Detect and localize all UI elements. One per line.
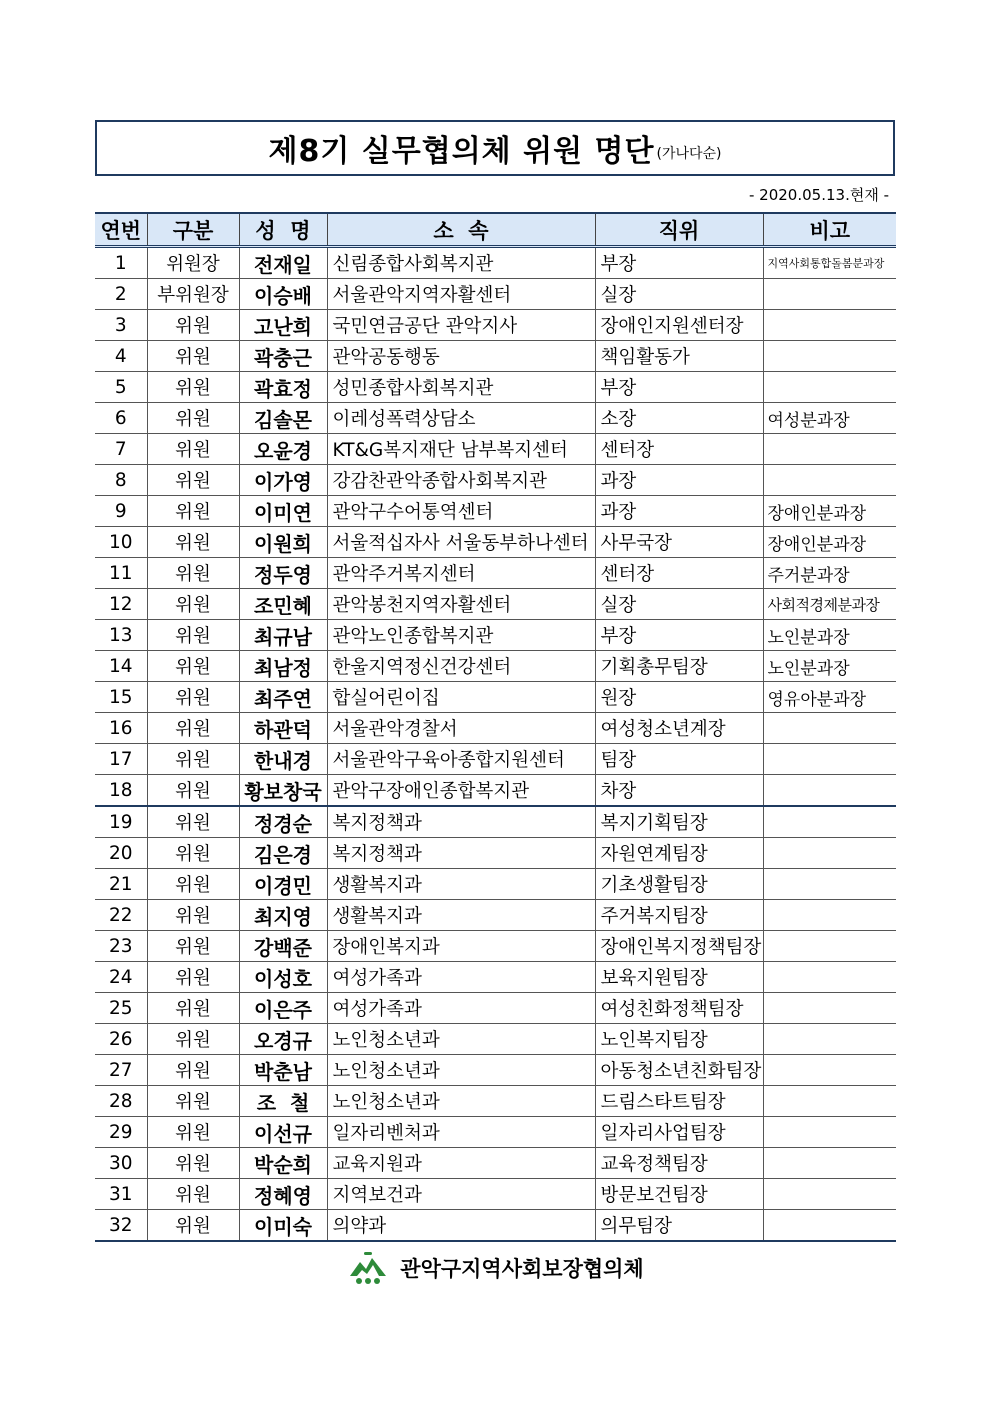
row-note: 장애인분과장 — [763, 527, 896, 558]
row-number: 30 — [95, 1148, 147, 1179]
row-position: 노인복지팀장 — [595, 1024, 763, 1055]
table-row — [95, 434, 896, 465]
row-note — [763, 434, 896, 465]
table-row — [95, 1024, 896, 1055]
table-row — [95, 1210, 896, 1242]
row-number: 1 — [95, 247, 147, 279]
row-number: 16 — [95, 713, 147, 744]
row-number: 4 — [95, 341, 147, 372]
row-number: 26 — [95, 1024, 147, 1055]
row-number: 2 — [95, 279, 147, 310]
row-number: 3 — [95, 310, 147, 341]
row-number: 23 — [95, 931, 147, 962]
row-position: 실장 — [595, 279, 763, 310]
row-affiliation: 노인청소년과 — [327, 1086, 595, 1117]
table-row — [95, 806, 896, 838]
table-row — [95, 962, 896, 993]
row-role: 위원 — [147, 869, 239, 900]
row-affiliation: 여성가족과 — [327, 993, 595, 1024]
row-position: 자원연계팀장 — [595, 838, 763, 869]
row-note — [763, 900, 896, 931]
table-row — [95, 838, 896, 869]
row-role: 위원 — [147, 341, 239, 372]
row-affiliation: 교육지원과 — [327, 1148, 595, 1179]
row-note — [763, 869, 896, 900]
table-row — [95, 620, 896, 651]
row-name: 조민혜 — [239, 589, 327, 620]
table-row — [95, 465, 896, 496]
row-number: 13 — [95, 620, 147, 651]
row-name: 김솔몬 — [239, 403, 327, 434]
row-position: 보육지원팀장 — [595, 962, 763, 993]
row-affiliation: KT&G복지재단 남부복지센터 — [327, 434, 595, 465]
row-note — [763, 962, 896, 993]
row-affiliation: 노인청소년과 — [327, 1055, 595, 1086]
row-number: 11 — [95, 558, 147, 589]
row-position: 팀장 — [595, 744, 763, 775]
row-affiliation: 이레성폭력상담소 — [327, 403, 595, 434]
row-name: 황보창국 — [239, 775, 327, 807]
row-number: 27 — [95, 1055, 147, 1086]
row-position: 기획총무팀장 — [595, 651, 763, 682]
row-name: 이성호 — [239, 962, 327, 993]
row-position: 과장 — [595, 496, 763, 527]
row-note — [763, 838, 896, 869]
row-affiliation: 생활복지과 — [327, 869, 595, 900]
table-row — [95, 496, 896, 527]
row-name: 최규남 — [239, 620, 327, 651]
row-note — [763, 1179, 896, 1210]
row-role: 부위원장 — [147, 279, 239, 310]
row-name: 박순희 — [239, 1148, 327, 1179]
row-affiliation: 관악구수어통역센터 — [327, 496, 595, 527]
row-affiliation: 한울지역정신건강센터 — [327, 651, 595, 682]
row-affiliation: 생활복지과 — [327, 900, 595, 931]
row-position: 아동청소년친화팀장 — [595, 1055, 763, 1086]
row-note — [763, 279, 896, 310]
row-note: 영유아분과장 — [763, 682, 896, 713]
table-row — [95, 372, 896, 403]
row-position: 부장 — [595, 620, 763, 651]
row-name: 한내경 — [239, 744, 327, 775]
row-name: 이가영 — [239, 465, 327, 496]
row-role: 위원 — [147, 838, 239, 869]
row-role: 위원 — [147, 931, 239, 962]
row-role: 위원 — [147, 434, 239, 465]
row-name: 조 철 — [239, 1086, 327, 1117]
table-row — [95, 558, 896, 589]
row-name: 고난희 — [239, 310, 327, 341]
row-note — [763, 1117, 896, 1148]
row-affiliation: 관악공동행동 — [327, 341, 595, 372]
table-row — [95, 527, 896, 558]
row-note — [763, 931, 896, 962]
row-number: 10 — [95, 527, 147, 558]
footer — [0, 1250, 992, 1286]
row-role: 위원 — [147, 310, 239, 341]
row-name: 이선규 — [239, 1117, 327, 1148]
row-name: 이은주 — [239, 993, 327, 1024]
header-affiliation: 소 속 — [327, 213, 595, 247]
row-affiliation: 복지정책과 — [327, 806, 595, 838]
header-role: 구분 — [147, 213, 239, 247]
row-position: 장애인지원센터장 — [595, 310, 763, 341]
row-note — [763, 1210, 896, 1242]
member-table — [95, 212, 896, 1242]
row-role: 위원 — [147, 651, 239, 682]
row-number: 9 — [95, 496, 147, 527]
row-position: 센터장 — [595, 434, 763, 465]
row-name: 정혜영 — [239, 1179, 327, 1210]
row-role: 위원 — [147, 558, 239, 589]
row-position: 책임활동가 — [595, 341, 763, 372]
row-name: 최지영 — [239, 900, 327, 931]
row-name: 전재일 — [239, 247, 327, 279]
row-note — [763, 806, 896, 838]
row-role: 위원 — [147, 1117, 239, 1148]
row-number: 32 — [95, 1210, 147, 1242]
row-name: 강백준 — [239, 931, 327, 962]
row-number: 17 — [95, 744, 147, 775]
row-note: 노인분과장 — [763, 620, 896, 651]
table-row — [95, 589, 896, 620]
row-note: 여성분과장 — [763, 403, 896, 434]
row-affiliation: 서울적십자사 서울동부하나센터 — [327, 527, 595, 558]
row-name: 정경순 — [239, 806, 327, 838]
row-role: 위원 — [147, 1210, 239, 1242]
row-number: 15 — [95, 682, 147, 713]
table-row — [95, 247, 896, 279]
row-note — [763, 1055, 896, 1086]
row-name: 박춘남 — [239, 1055, 327, 1086]
row-affiliation: 일자리벤처과 — [327, 1117, 595, 1148]
header-position: 직위 — [595, 213, 763, 247]
row-position: 실장 — [595, 589, 763, 620]
row-note — [763, 993, 896, 1024]
row-note — [763, 1086, 896, 1117]
row-name: 하관덕 — [239, 713, 327, 744]
row-affiliation: 서울관악구육아종합지원센터 — [327, 744, 595, 775]
row-affiliation: 노인청소년과 — [327, 1024, 595, 1055]
table-row — [95, 869, 896, 900]
row-number: 6 — [95, 403, 147, 434]
row-note — [763, 372, 896, 403]
row-role: 위원 — [147, 744, 239, 775]
row-position: 과장 — [595, 465, 763, 496]
row-role: 위원 — [147, 806, 239, 838]
row-number: 28 — [95, 1086, 147, 1117]
row-role: 위원 — [147, 1024, 239, 1055]
table-row — [95, 1148, 896, 1179]
row-note — [763, 744, 896, 775]
row-name: 최주연 — [239, 682, 327, 713]
row-position: 여성친화정책팀장 — [595, 993, 763, 1024]
row-affiliation: 복지정책과 — [327, 838, 595, 869]
row-role: 위원장 — [147, 247, 239, 279]
table-row — [95, 1055, 896, 1086]
council-logo-icon — [348, 1250, 388, 1286]
row-role: 위원 — [147, 775, 239, 807]
table-row — [95, 993, 896, 1024]
table-row — [95, 341, 896, 372]
row-note — [763, 341, 896, 372]
row-position: 부장 — [595, 247, 763, 279]
row-name: 정두영 — [239, 558, 327, 589]
row-number: 22 — [95, 900, 147, 931]
row-role: 위원 — [147, 372, 239, 403]
table-row — [95, 651, 896, 682]
row-position: 차장 — [595, 775, 763, 807]
row-name: 이승배 — [239, 279, 327, 310]
row-name: 이미숙 — [239, 1210, 327, 1242]
row-affiliation: 관악구장애인종합복지관 — [327, 775, 595, 807]
row-affiliation: 여성가족과 — [327, 962, 595, 993]
row-note: 지역사회통합돌봄분과장 — [763, 247, 896, 279]
row-note — [763, 310, 896, 341]
organization-name: 관악구지역사회보장협의체 — [400, 1257, 644, 1281]
table-row — [95, 279, 896, 310]
row-number: 14 — [95, 651, 147, 682]
row-number: 25 — [95, 993, 147, 1024]
row-number: 21 — [95, 869, 147, 900]
row-position: 소장 — [595, 403, 763, 434]
row-note — [763, 775, 896, 807]
table-row — [95, 931, 896, 962]
row-affiliation: 의약과 — [327, 1210, 595, 1242]
row-position: 부장 — [595, 372, 763, 403]
row-note: 노인분과장 — [763, 651, 896, 682]
header-no: 연번 — [95, 213, 147, 247]
row-role: 위원 — [147, 682, 239, 713]
row-affiliation: 신림종합사회복지관 — [327, 247, 595, 279]
row-affiliation: 서울관악경찰서 — [327, 713, 595, 744]
row-affiliation: 서울관악지역자활센터 — [327, 279, 595, 310]
row-number: 8 — [95, 465, 147, 496]
row-role: 위원 — [147, 1148, 239, 1179]
row-number: 5 — [95, 372, 147, 403]
table-row — [95, 1086, 896, 1117]
row-note — [763, 1024, 896, 1055]
row-role: 위원 — [147, 962, 239, 993]
table-row — [95, 403, 896, 434]
row-role: 위원 — [147, 713, 239, 744]
row-affiliation: 관악노인종합복지관 — [327, 620, 595, 651]
row-number: 12 — [95, 589, 147, 620]
table-row — [95, 682, 896, 713]
row-position: 여성청소년계장 — [595, 713, 763, 744]
row-name: 이원희 — [239, 527, 327, 558]
row-affiliation: 성민종합사회복지관 — [327, 372, 595, 403]
row-position: 센터장 — [595, 558, 763, 589]
header-name: 성 명 — [239, 213, 327, 247]
row-position: 복지기획팀장 — [595, 806, 763, 838]
row-note: 장애인분과장 — [763, 496, 896, 527]
title-main: 제8기 실무협의체 위원 명단 — [268, 134, 655, 169]
row-position: 원장 — [595, 682, 763, 713]
row-note: 주거분과장 — [763, 558, 896, 589]
row-affiliation: 강감찬관악종합사회복지관 — [327, 465, 595, 496]
row-name: 오윤경 — [239, 434, 327, 465]
row-role: 위원 — [147, 465, 239, 496]
row-affiliation: 지역보건과 — [327, 1179, 595, 1210]
row-role: 위원 — [147, 1055, 239, 1086]
row-name: 곽효정 — [239, 372, 327, 403]
row-affiliation: 관악주거복지센터 — [327, 558, 595, 589]
row-name: 이경민 — [239, 869, 327, 900]
row-position: 방문보건팀장 — [595, 1179, 763, 1210]
header-note: 비고 — [763, 213, 896, 247]
row-number: 7 — [95, 434, 147, 465]
row-number: 31 — [95, 1179, 147, 1210]
row-position: 장애인복지정책팀장 — [595, 931, 763, 962]
table-row — [95, 1117, 896, 1148]
row-name: 곽충근 — [239, 341, 327, 372]
table-row — [95, 713, 896, 744]
row-role: 위원 — [147, 620, 239, 651]
row-affiliation: 국민연금공단 관악지사 — [327, 310, 595, 341]
row-note — [763, 465, 896, 496]
row-position: 의무팀장 — [595, 1210, 763, 1242]
row-name: 최남정 — [239, 651, 327, 682]
table-header-row — [95, 213, 896, 247]
row-affiliation: 합실어린이집 — [327, 682, 595, 713]
row-number: 29 — [95, 1117, 147, 1148]
row-name: 이미연 — [239, 496, 327, 527]
row-role: 위원 — [147, 993, 239, 1024]
row-position: 드림스타트팀장 — [595, 1086, 763, 1117]
as-of-date: - 2020.05.13.현재 - — [749, 186, 889, 204]
table-row — [95, 744, 896, 775]
row-note — [763, 1148, 896, 1179]
row-name: 오경규 — [239, 1024, 327, 1055]
row-position: 주거복지팀장 — [595, 900, 763, 931]
row-position: 교육정책팀장 — [595, 1148, 763, 1179]
row-affiliation: 장애인복지과 — [327, 931, 595, 962]
row-position: 사무국장 — [595, 527, 763, 558]
row-role: 위원 — [147, 589, 239, 620]
title-sub: (가나다순) — [656, 146, 722, 162]
row-role: 위원 — [147, 496, 239, 527]
row-role: 위원 — [147, 403, 239, 434]
document-title — [95, 120, 895, 176]
row-role: 위원 — [147, 1086, 239, 1117]
row-number: 18 — [95, 775, 147, 807]
row-position: 일자리사업팀장 — [595, 1117, 763, 1148]
row-name: 김은경 — [239, 838, 327, 869]
row-role: 위원 — [147, 900, 239, 931]
row-position: 기초생활팀장 — [595, 869, 763, 900]
row-affiliation: 관악봉천지역자활센터 — [327, 589, 595, 620]
table-row — [95, 310, 896, 341]
row-role: 위원 — [147, 1179, 239, 1210]
row-number: 24 — [95, 962, 147, 993]
table-row — [95, 1179, 896, 1210]
row-role: 위원 — [147, 527, 239, 558]
row-note — [763, 713, 896, 744]
row-note: 사회적경제분과장 — [763, 589, 896, 620]
row-number: 19 — [95, 806, 147, 838]
table-row — [95, 900, 896, 931]
table-row — [95, 775, 896, 807]
row-number: 20 — [95, 838, 147, 869]
